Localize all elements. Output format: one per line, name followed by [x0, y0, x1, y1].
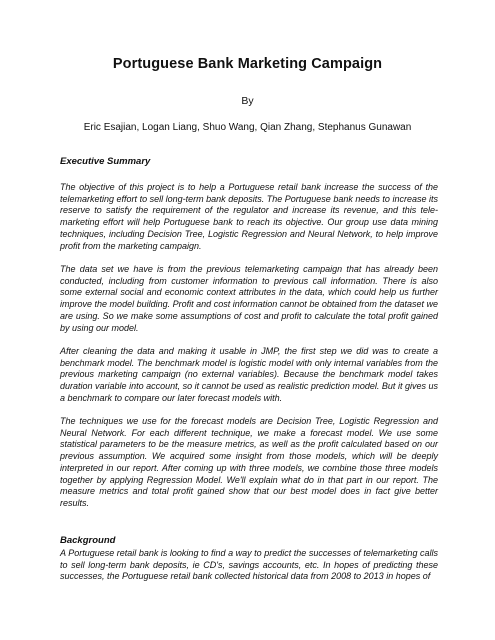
- background-heading: Background: [60, 535, 116, 546]
- background-paragraph: A Portuguese retail bank is looking to find a way to predict the successes of telemarketing calls to sell long-term bank deposits, ie CD's, savings accounts, etc. In hopes of predicting these successes, the Portuguese retail bank collected historical data from 2008 to 2013 in hopes of: [60, 548, 438, 582]
- author-list: Eric Esajian, Logan Liang, Shuo Wang, Qian Zhang, Stephanus Gunawan: [83, 122, 412, 133]
- summary-paragraph-techniques: The techniques we use for the forecast models are Decision Tree, Logistic Regression and Neural Network. For each different technique, we make a forecast model. We use some statistical parameters to be the measure metrics, as well as the profit calculated based on our previous assumption. We acquired some insight from those models, which will be deeply interpreted in our report. After coming up with three models, we combine those three models together by applying Regression Model. We'll explain what do in that part in our report. The measure metrics and total profit gained show that our best model does in fact give better results.: [60, 416, 438, 508]
- document-title: Portuguese Bank Marketing Campaign: [112, 56, 383, 72]
- executive-summary-heading: Executive Summary: [60, 156, 151, 167]
- summary-paragraph-benchmark: After cleaning the data and making it usable in JMP, the first step we did was to create a benchmark model. The benchmark model is logistic model with only internal variables from the previous marketing campaign (no external variables). Because the benchmark model takes duration variable into account, so it cannot be used as realistic prediction model. But it gives us a benchmark to compare our later forecast models with.: [60, 346, 438, 403]
- summary-paragraph-dataset: The data set we have is from the previous telemarketing campaign that has already been conducted, including from customer information to previous call information. There is also some external social and economic context attributes in the data, which could help us further improve the model building. Profit and cost information cannot be obtained from the dataset we are using. So we make some assumptions of cost and profit to calculate the total profit gained by using our model.: [60, 264, 438, 333]
- summary-paragraph-objective: The objective of this project is to help a Portuguese retail bank increase the success of the telemarketing effort to sell long-term bank deposits. The Portuguese bank needs to increase its reserve to satisfy the requirement of the regulator and increase its revenue, and this tele-marketing effort will help Portuguese bank to reach its objective. Our group use data mining techniques, including Decision Tree, Logistic Regression and Neural Network, to help improve profit from the marketing campaign.: [60, 182, 438, 251]
- byline-label: By: [241, 95, 254, 107]
